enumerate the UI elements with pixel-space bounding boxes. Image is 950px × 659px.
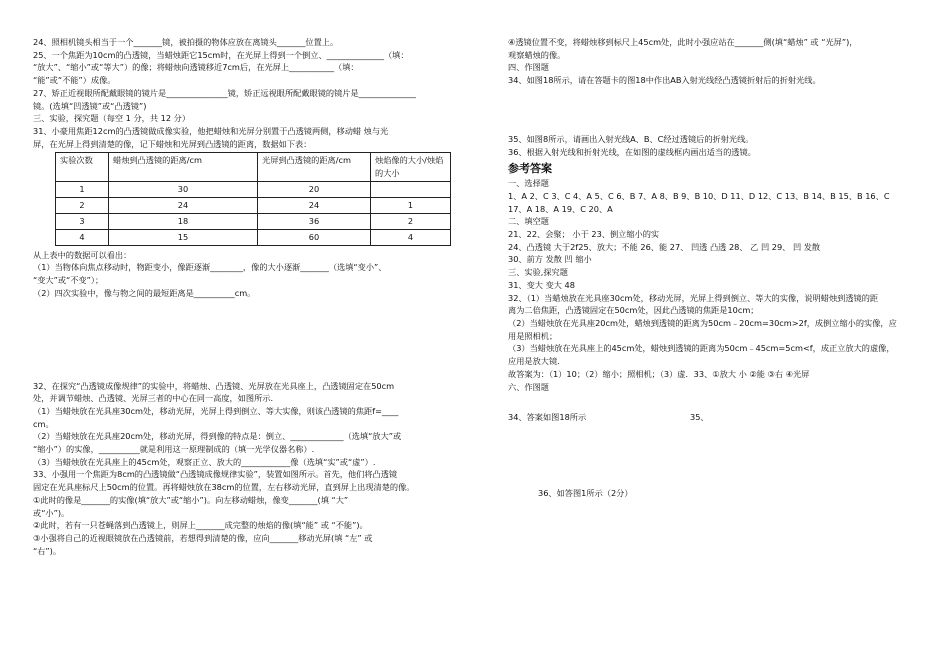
table-cell: 2: [371, 213, 451, 229]
table-cell: 1: [371, 197, 451, 213]
text-line: 处，并调节蜡烛、凸透镜、光屏三者的中心在同一高度，如图所示.: [33, 393, 274, 404]
table-cell: 20: [258, 181, 371, 197]
table-cell: 15: [109, 229, 258, 245]
table-cell: 3: [56, 213, 109, 229]
text-line: （1）当蜡烛放在光具座30cm处，移动光屏，光屏上得到倒立、等大实像，则该凸透镜的焦距f=____: [33, 405, 399, 416]
table-row: [56, 213, 451, 229]
questions-24-31-text: [33, 36, 473, 150]
text-line: 故答案为：（1）10；（2）缩小；照相机；（3）虚．33、①放大 小 ②能 ③右 ④光屏: [508, 368, 810, 379]
text-line: 或“小”)。: [33, 507, 70, 518]
text-line: （2）四次实验中，像与物之间的最短距离是__________cm。: [33, 287, 256, 298]
table-cell: 2: [56, 197, 109, 213]
blank-space: [508, 393, 920, 411]
text-line: 24、照相机镜头相当于一个_______镜，被拍摄的物体应放在离镜头_______位置上。: [33, 37, 339, 47]
text-line: 24、凸透镜 大于2f25、放大；不能 26、能 27、 凹透 凸透 28、 乙 凹 29、 凹 发散: [508, 241, 821, 252]
table-header-cell: 实验次数: [56, 153, 109, 181]
table-row: [56, 197, 451, 213]
text-line: 17、A 18、A 19、C 20、A: [508, 203, 613, 214]
table-header-cell: 烛焰像的大小/烛焰的大小: [371, 153, 451, 181]
text-line: “放大”、“缩小”或“等大”）的像；将蜡烛向透镜移近7cm后，在光屏上___________（填：: [33, 62, 359, 73]
table-cell: 24: [109, 197, 258, 213]
text-line: （3）当蜡烛放在光具座上的45cm处，蜡烛到透镜的距离为50cm﹣45cm=5cm<f，成正立放大的虚像，: [508, 343, 895, 354]
text-line: （3）当蜡烛放在光具座上的45cm处，观察正立、放大的____________像（选填“实”或“虚”）.: [33, 456, 376, 467]
table-header-cell: 蜡烛到凸透镜的距离/cm: [109, 153, 258, 181]
text-line: 35、如图8所示，请画出入射光线A、B、C经过透镜后的折射光线。: [508, 133, 754, 144]
questions-33-34-text: [508, 36, 920, 87]
section-heading: 四、作图题: [508, 62, 549, 73]
experiment-data-table: [55, 152, 451, 245]
text-line: 屏，在光屏上得到清楚的像，记下蜡烛和光屏到凸透镜的距离，数据如下表：: [33, 138, 312, 149]
text-line: ②此时，若有一只苍蝇落到凸透镜上，则屏上_______成完整的烛焰的像(填“能” 或 “不能”)。: [33, 520, 368, 531]
table-cell: [371, 181, 451, 197]
table-cell: 1: [56, 181, 109, 197]
section-heading: 六、作图题: [508, 381, 549, 392]
text-line: （1）当物体向焦点移动时，物距变小，像距逐渐________，像的大小逐渐_______（选填“变小”、: [33, 262, 387, 273]
text-line: 固定在光具座标尺上50cm的位置。再将蜡烛放在38cm的位置，左右移动光屏，直到屏上出现清楚的像。: [33, 482, 415, 493]
text-line: 1、A 2、C 3、C 4、A 5、C 6、B 7、A 8、B 9、B 10、D 11、D 12、C 13、B 14、B 15、B 16、C: [508, 190, 890, 201]
text-line: 27、矫正近视眼所配戴眼镜的镜片是_______________镜，矫正远视眼所配戴眼镜的镜片是______________: [33, 87, 416, 98]
text-line: “缩小”）的实像，__________就是利用这一原理制成的（填一光学仪器名称）.: [33, 444, 315, 455]
text-line: （2）当蜡烛放在光具座20cm处，蜡烛到透镜的距离为50cm﹣20cm=30cm>2f，成倒立缩小的实像，应: [508, 318, 897, 328]
text-line: ③小强将自己的近视眼镜放在凸透镜前，若想得到清楚的像，应向_______移动光屏(填 “左” 或: [33, 532, 373, 543]
text-line: 32、在探究“凸透镜成像规律”的实验中，将蜡烛、凸透镜、光屏放在光具座上，凸透镜固定在50cm: [33, 380, 395, 391]
text-line: 三、实验,探究题: [508, 267, 568, 278]
text-line: 25、一个焦距为10cm的凸透镜，当蜡烛距它15cm时，在光屏上得到一个倒立、______________（填：: [33, 49, 409, 60]
text-line: 34、如图18所示，请在答题卡的图18中作出AB入射光线经凸透镜折射后的折射光线。: [508, 75, 821, 86]
blank-space: [508, 87, 920, 133]
table-cell: 36: [258, 213, 371, 229]
text-line: 镜。(选填“凹透镜”或“凸透镜”): [33, 100, 147, 111]
table-header-cell: 光屏到凸透镜的距离/cm: [258, 153, 371, 181]
text-line: 一、选择题: [508, 178, 549, 189]
text-line: 离为二倍焦距，凸透镜固定在50cm处，因此凸透镜的焦距是10cm；: [508, 305, 759, 316]
questions-35-36-text: [508, 133, 920, 158]
answer-key-title: 参考答案: [508, 162, 552, 176]
text-line: 用是照相机；: [508, 330, 558, 341]
table-cell: 4: [56, 229, 109, 245]
text-line: 二、填空题: [508, 216, 549, 227]
text-line: 32、（1）当蜡烛放在光具座30cm处，移动光屏，光屏上得到倒立、等大的实像，说明蜡烛到透镜的距: [508, 292, 879, 303]
text-line: “右”)。: [33, 545, 62, 556]
text-line: “变大”或“不变”）；: [33, 275, 104, 286]
answer-34: 34、答案如图18所示: [508, 412, 587, 423]
text-line: 36、根据入射光线和折射光线，在如图的虚线框内画出适当的透镜。: [508, 146, 756, 157]
answer-34-35-row: [508, 411, 920, 425]
table-cell: 30: [109, 181, 258, 197]
text-line: 31、小豪用焦距12cm的凸透镜做成像实验，他把蜡烛和光屏分别置于凸透镜两侧，移动蜡 烛与光: [33, 125, 389, 136]
text-line: （2）当蜡烛放在光具座20cm处，移动光屏，得到像的特点是：倒立、_____________（选填“放大”或: [33, 431, 402, 442]
section-heading: 三、实验，探究题（每空 1 分，共 12 分）: [33, 113, 191, 124]
text-line: cm。: [33, 418, 54, 429]
table-row: [56, 181, 451, 197]
answer-key-text: [508, 177, 920, 393]
questions-32-33-text: [33, 380, 473, 558]
text-line: ①此时的像是_______的实像(填“放大”或“缩小”)。向左移动蜡烛，像变_______(填 “大”: [33, 494, 349, 505]
blank-space: [33, 300, 473, 380]
answer-36: 36、如答图1所示（2分）: [538, 488, 633, 499]
blank-space: [508, 425, 920, 487]
table-cell: 60: [258, 229, 371, 245]
left-column: [33, 36, 473, 557]
table-cell: 18: [109, 213, 258, 229]
right-column: [508, 36, 920, 500]
table-cell: 4: [371, 229, 451, 245]
table-row: [56, 229, 451, 245]
text-line: 观察蜡烛的像。: [508, 49, 566, 60]
text-line: ④透镜位置不变，将蜡烛移到标尺上45cm处，此时小强应站在_______侧(填“蜡烛” 或 “光屏”)，: [508, 37, 858, 47]
text-line: 应用是放大镜．: [508, 356, 566, 367]
table-cell: 24: [258, 197, 371, 213]
table-header-row: [56, 153, 451, 181]
text-line: 30、前方 发散 凹 缩小: [508, 254, 592, 265]
question-31-followup: [33, 249, 473, 300]
text-line: 33、小强用一个焦距为8cm的凸透镜做“凸透镜成像规律实验”，装置如图所示。首先，他们将凸透镜: [33, 469, 398, 480]
text-line: 31、变大 变大 48: [508, 279, 575, 290]
text-line: 从上表中的数据可以看出：: [33, 249, 132, 260]
text-line: 21、22、会聚； 小于 23、倒立缩小的实: [508, 229, 660, 240]
answer-35: 35、: [690, 412, 709, 423]
text-line: “能”或“不能”）成像。: [33, 75, 116, 86]
